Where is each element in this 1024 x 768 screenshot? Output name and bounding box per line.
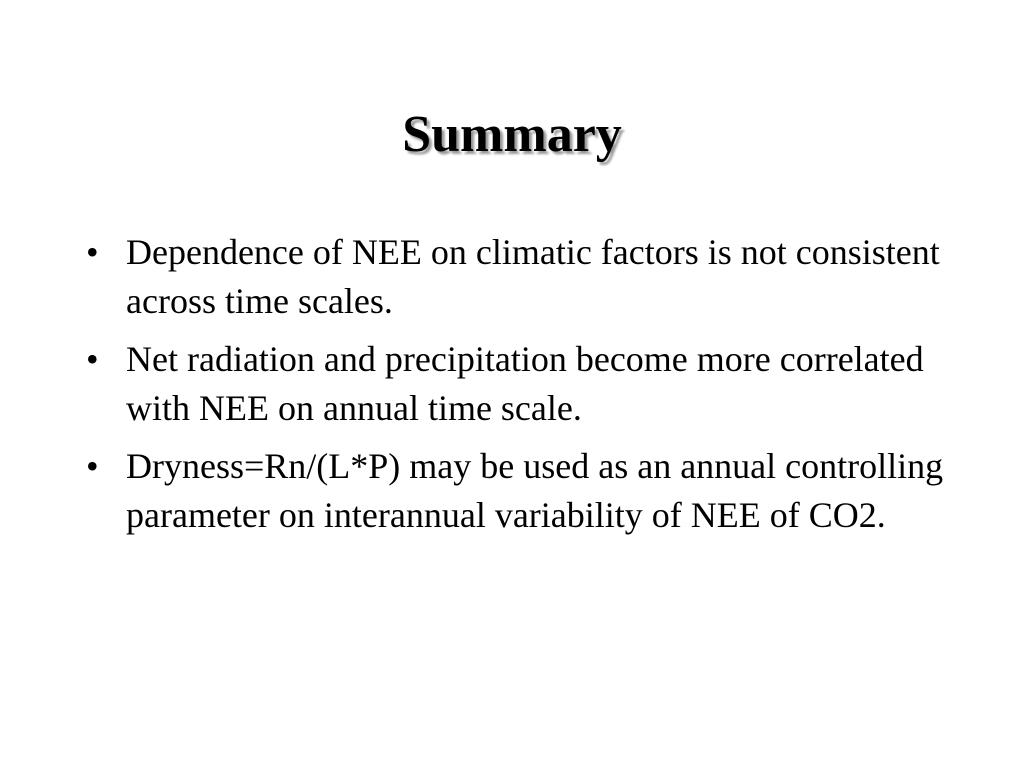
slide-title: Summary xyxy=(402,106,622,163)
bullet-list xyxy=(86,228,956,549)
bullet-text: Dependence of NEE on climatic factors is not consistent across time scales. xyxy=(126,232,940,321)
bullet-item xyxy=(86,228,956,326)
bullet-text: Net radiation and precipitation become more correlated with NEE on annual time scale. xyxy=(126,339,924,428)
bullet-icon: • xyxy=(86,232,99,272)
bullet-item xyxy=(86,335,956,433)
bullet-icon: • xyxy=(86,339,99,379)
bullet-item xyxy=(86,442,956,540)
bullet-text: Dryness=Rn/(L*P) may be used as an annual controlling parameter on interannual variability of NEE of CO2. xyxy=(126,446,944,535)
bullet-icon: • xyxy=(86,446,99,486)
